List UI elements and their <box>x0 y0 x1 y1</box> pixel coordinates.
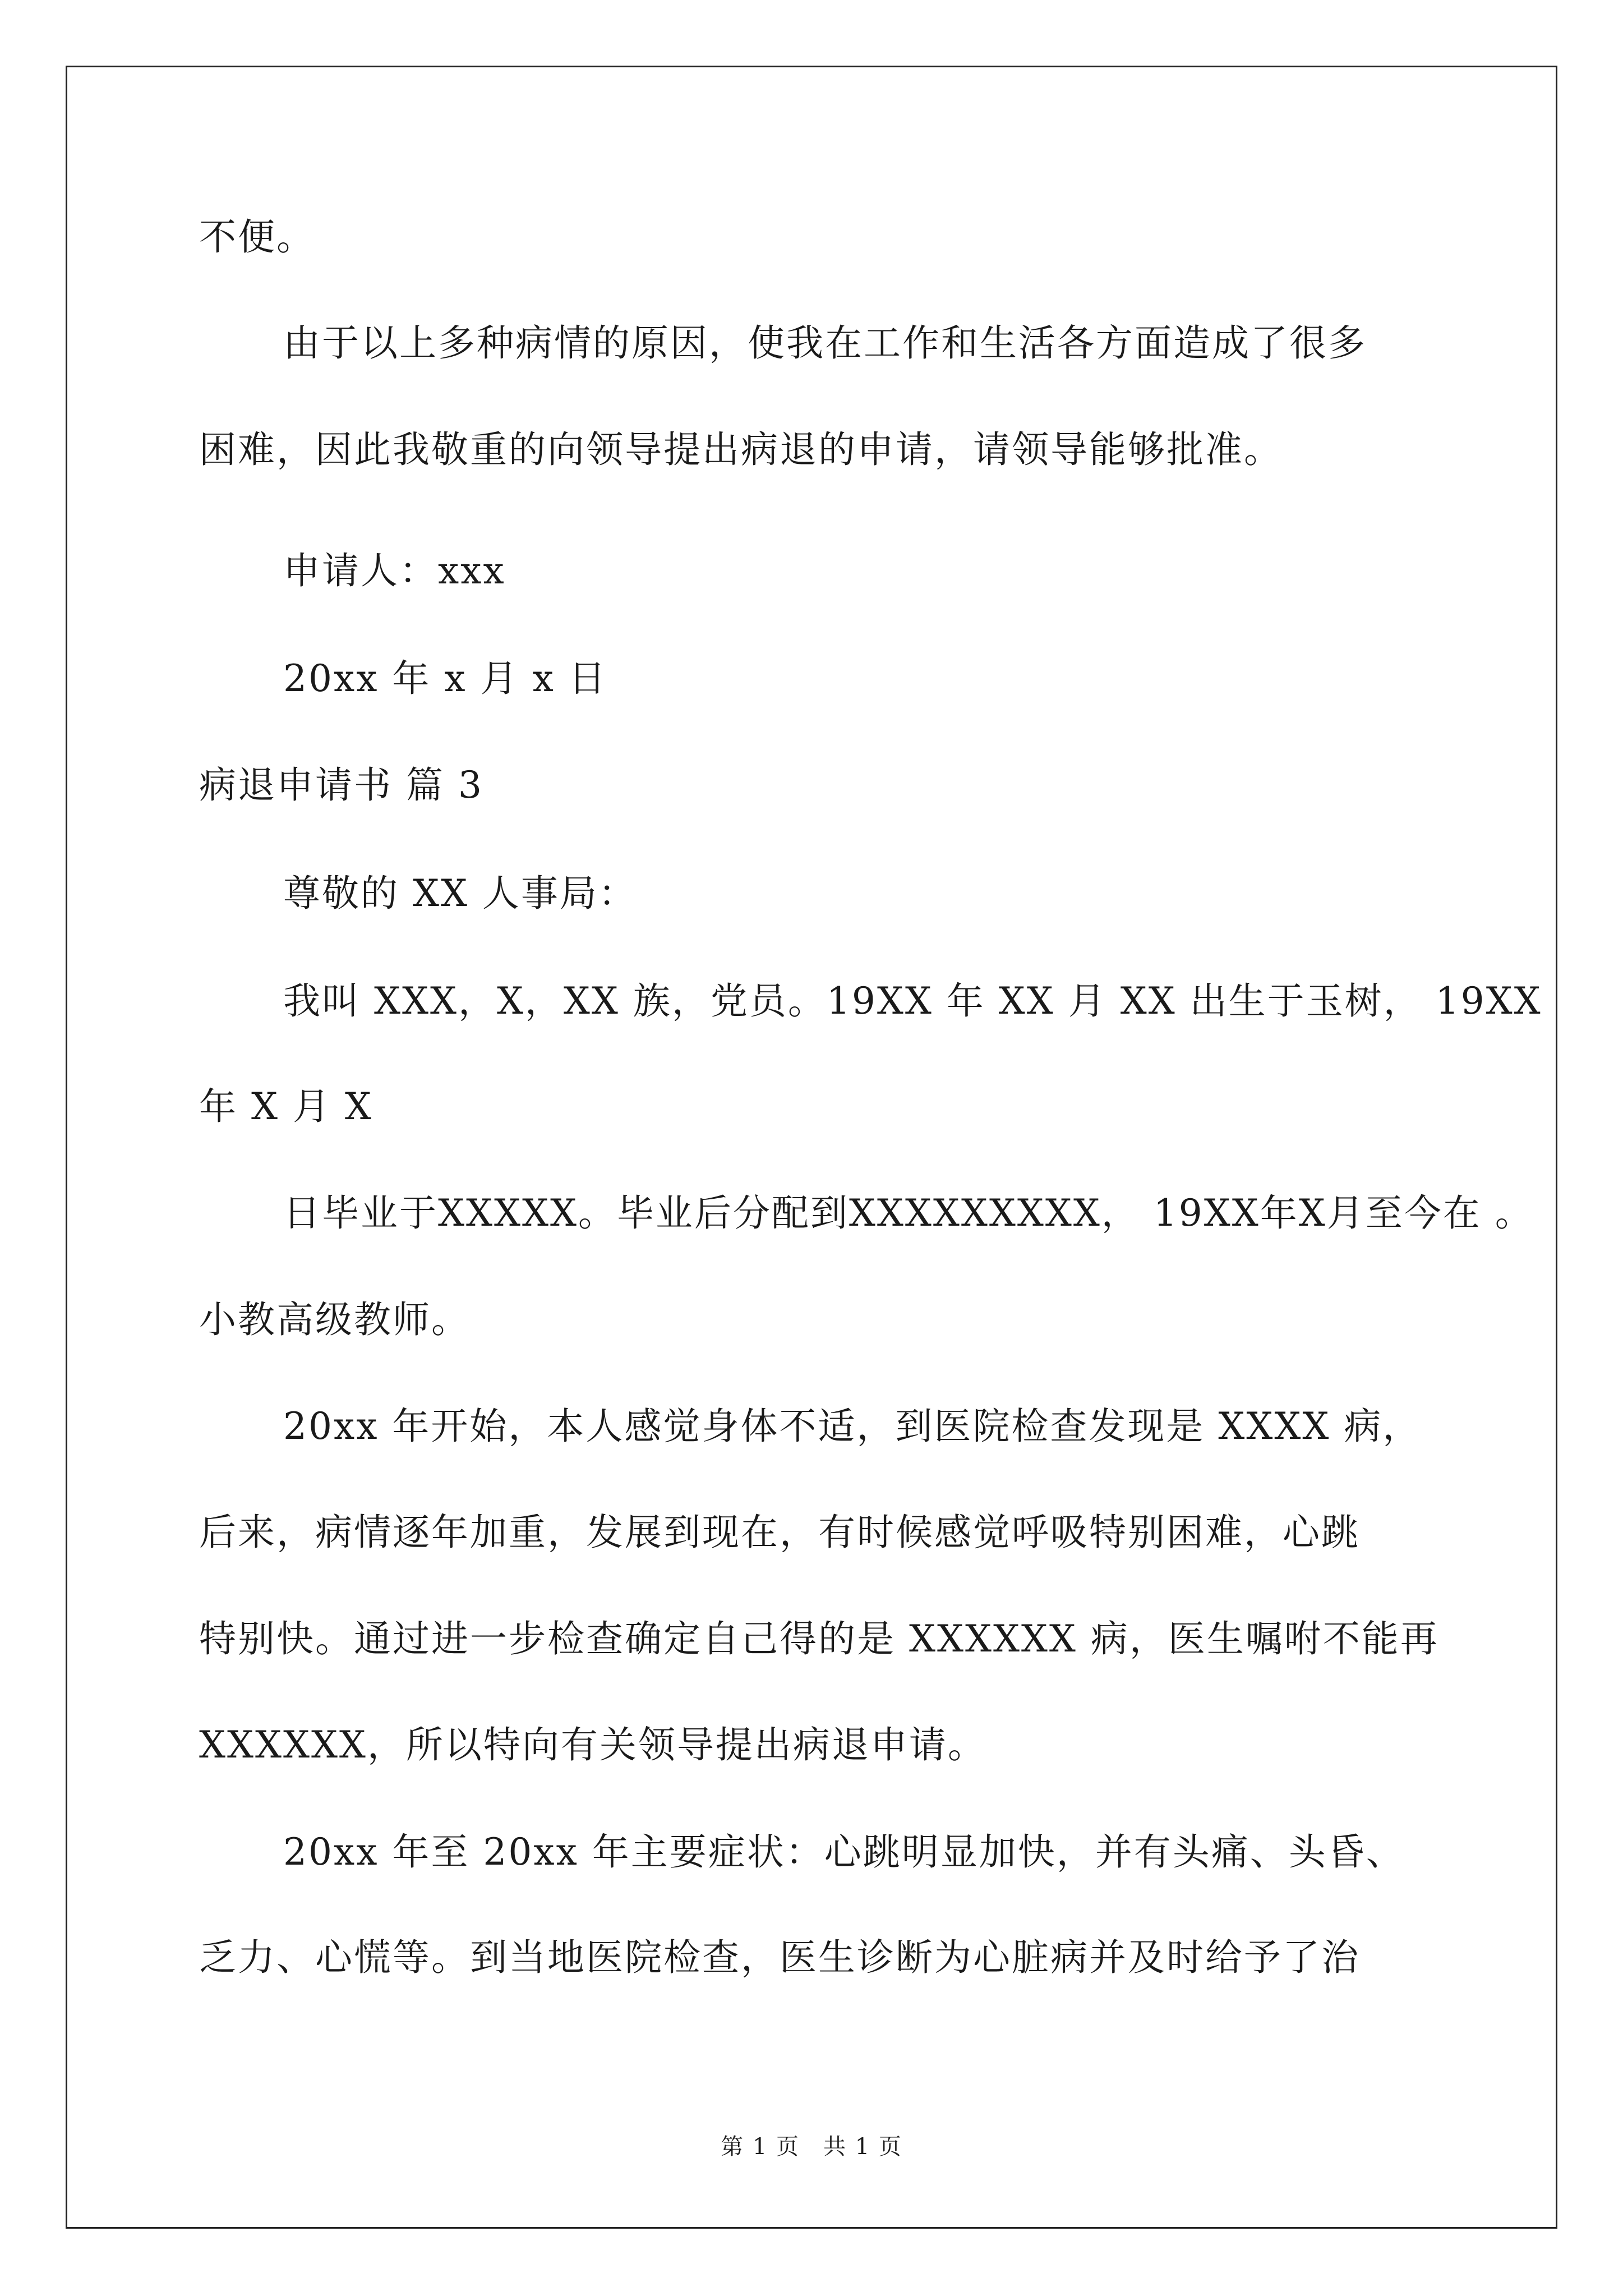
text-line: 由于以上多种病情的原因，使我在工作和生活各方面造成了很多 <box>283 321 1367 365</box>
text-line: 日毕业于XXXXX。毕业后分配到XXXXXXXXX， 19XX年X月至今在 。 <box>283 1191 1534 1235</box>
text-line: 乏力、心慌等。到当地医院检查，医生诊断为心脏病并及时给予了治 <box>199 1936 1360 1979</box>
text-line: 小教高级教师。 <box>199 1298 470 1341</box>
applicant-line: 申请人：xxx <box>283 549 506 592</box>
text-line: 20xx 年至 20xx 年主要症状：心跳明显加快，并有头痛、头昏、 <box>283 1830 1405 1874</box>
page-footer: 第 1 页 共 1 页 <box>721 2134 902 2160</box>
text-line: 困难，因此我敬重的向领导提出病退的申请，请领导能够批准。 <box>199 428 1283 471</box>
text-line: 年 X 月 X <box>199 1085 373 1128</box>
text-line: 我叫 XXX，X，XX 族，党员。19XX 年 XX 月 XX 出生于玉树， 19XX <box>283 979 1542 1023</box>
date-line: 20xx 年 x 月 x 日 <box>283 657 607 700</box>
text-line: 后来，病情逐年加重，发展到现在，有时候感觉呼吸特别困难，心跳 <box>199 1511 1360 1554</box>
text-line: 不便。 <box>199 215 315 259</box>
text-line: 特别快。通过进一步检查确定自己得的是 XXXXXX 病，医生嘱咐不能再 <box>199 1617 1439 1660</box>
section-heading: 病退申请书 篇 3 <box>199 763 483 807</box>
salutation: 尊敬的 XX 人事局： <box>283 872 637 915</box>
page-border <box>66 66 1557 2229</box>
text-line: 20xx 年开始，本人感觉身体不适，到医院检查发现是 XXXX 病， <box>283 1405 1422 1448</box>
text-line: XXXXXX，所以特向有关领导提出病退申请。 <box>199 1723 986 1766</box>
